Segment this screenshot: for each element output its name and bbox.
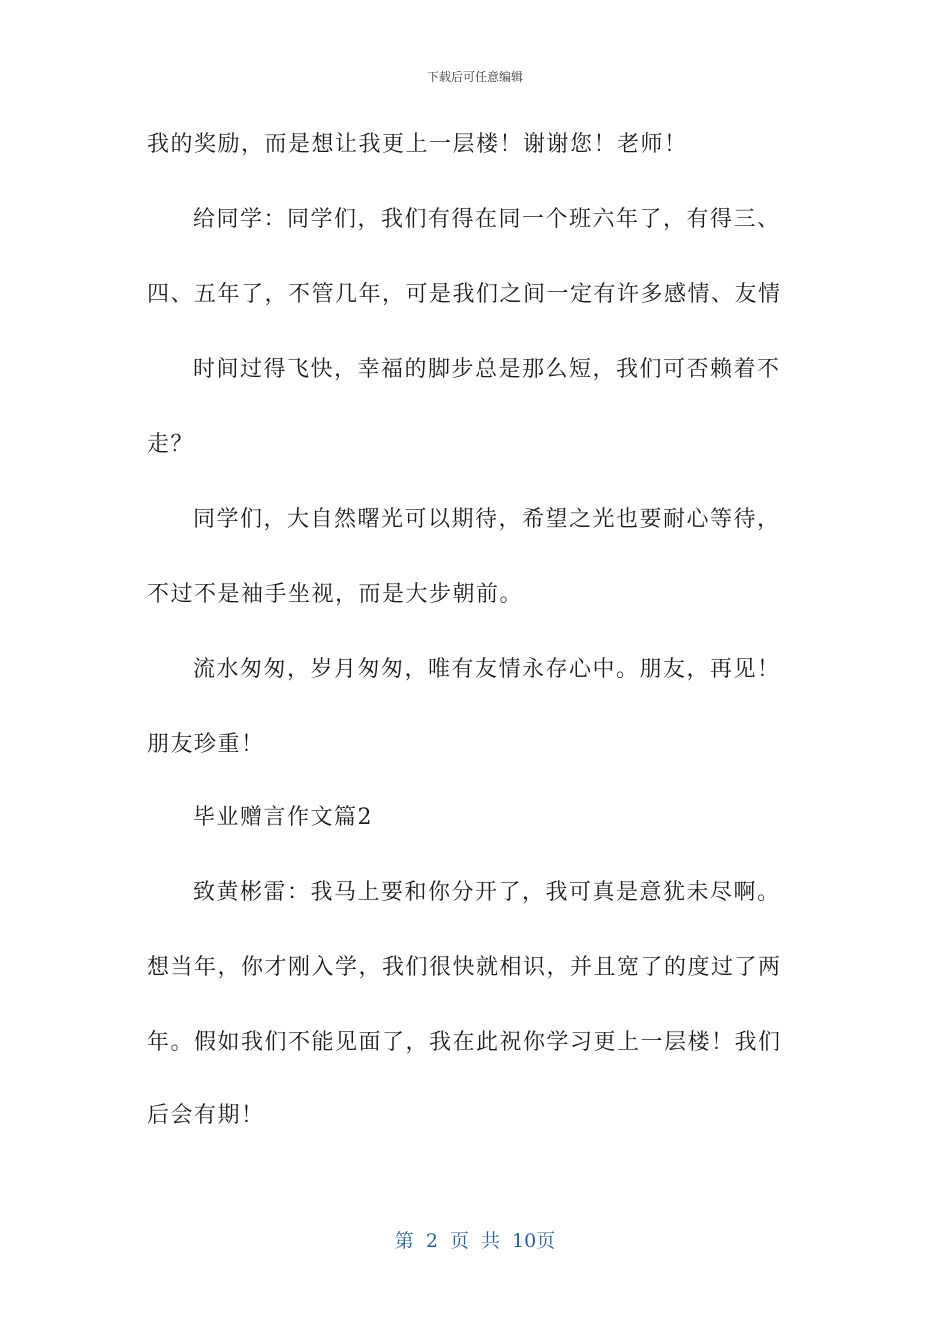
header-note: 下载后可任意编辑 — [426, 70, 523, 84]
text-line-2: 给同学：同学们，我们有得在同一个班六年了，有得三、 — [193, 207, 781, 232]
text-line-7: 不过不是袖手坐视，而是大步朝前。 — [147, 582, 524, 607]
text-line-4: 时间过得飞快，幸福的脚步总是那么短，我们可否赖着不 — [193, 357, 781, 382]
text-line-11: 致黄彬雷：我马上要和你分开了，我可真是意犹未尽啊。 — [193, 880, 781, 905]
text-line-12: 想当年，你才刚入学，我们很快就相识，并且宽了的度过了两 — [147, 955, 782, 980]
text-line-5: 走？ — [147, 432, 195, 457]
text-line-1: 我的奖励，而是想让我更上一层楼！谢谢您！老师！ — [147, 132, 688, 157]
text-line-9: 朋友珍重！ — [147, 732, 265, 757]
text-line-6: 同学们，大自然曙光可以期待，希望之光也要耐心等待， — [193, 507, 781, 532]
text-line-3: 四、五年了，不管几年，可是我们之间一定有许多感情、友情 — [147, 282, 782, 307]
section-heading: 毕业赠言作文篇2 — [193, 805, 373, 830]
page-number-footer: 第 2 页 共 10页 — [394, 1230, 556, 1252]
text-line-13: 年。假如我们不能见面了，我在此祝你学习更上一层楼！我们 — [147, 1030, 782, 1055]
text-line-14: 后会有期！ — [147, 1103, 265, 1128]
text-line-8: 流水匆匆，岁月匆匆，唯有友情永存心中。朋友，再见！ — [193, 657, 781, 682]
